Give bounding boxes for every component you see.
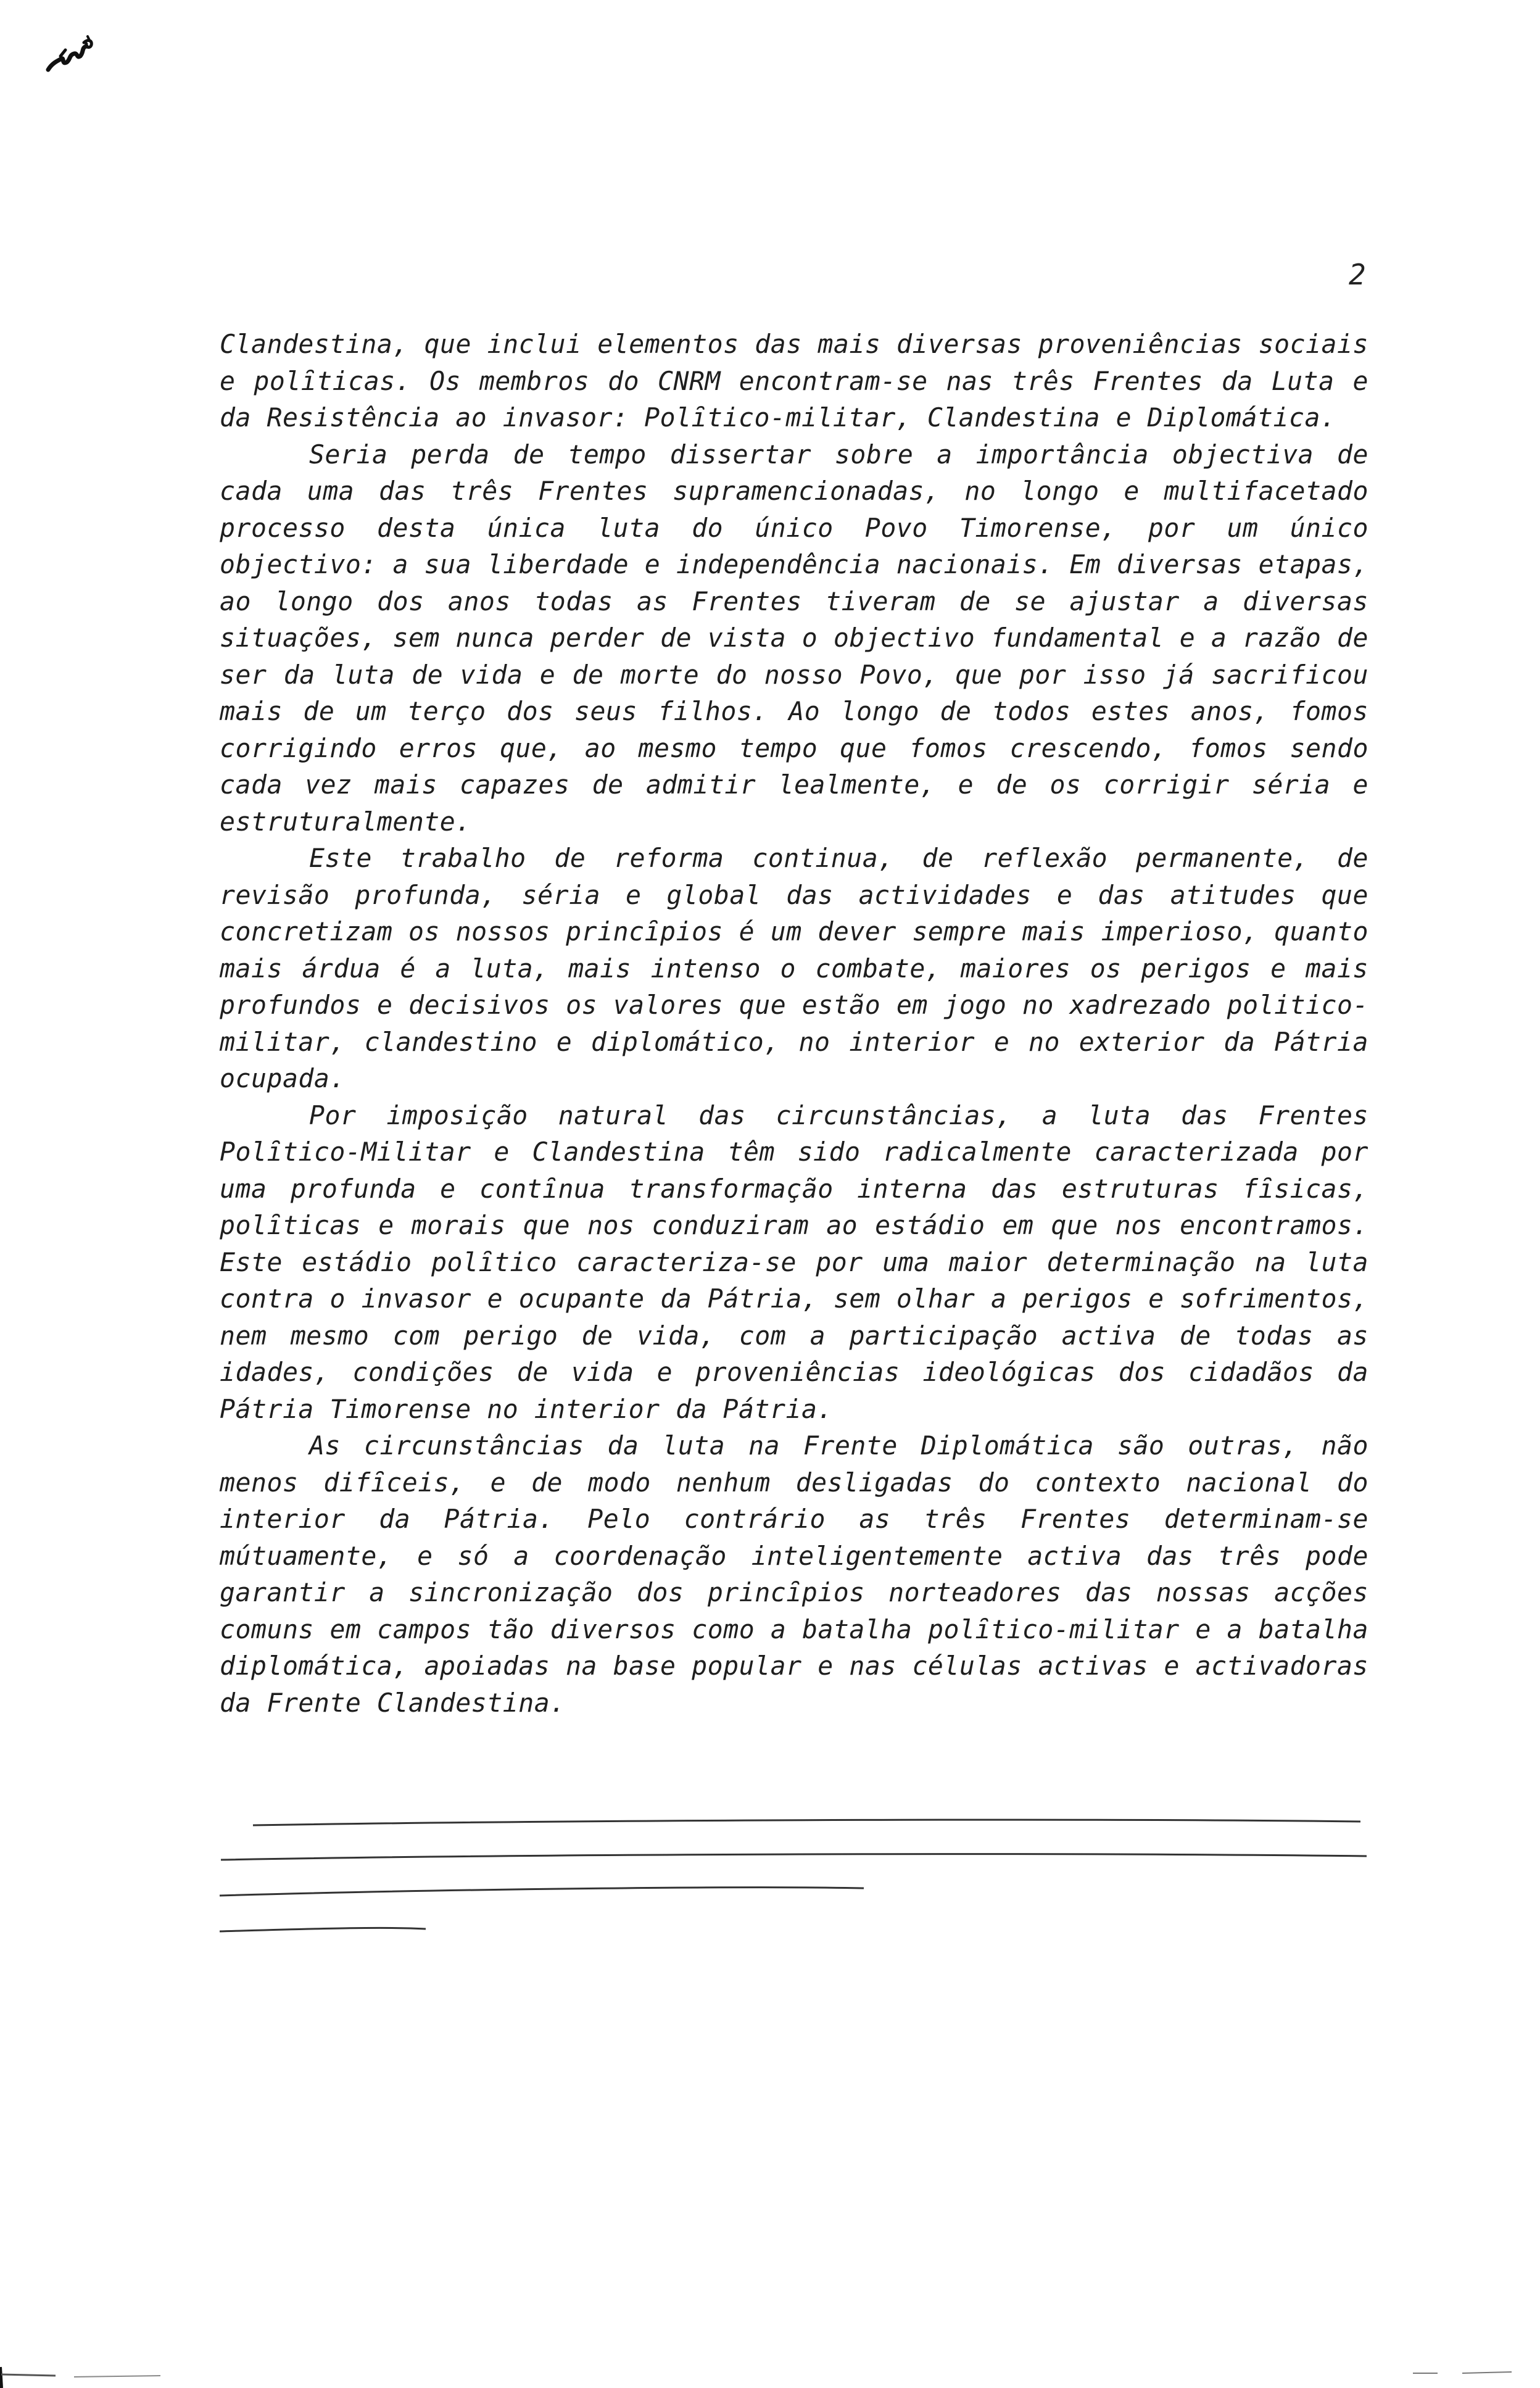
paragraph: Este trabalho de reforma continua, de reflexão permanente, de revisão profunda, séria e global das actividades e das atitudes que concretizam os nossos princȋpios é um dever sempre mais imperioso, quanto mais árdua é a luta, mais intenso o combate, maiores os perigos e mais profundos e decisivos os valores que estão em jogo no xadrezado politico-militar, clandestino e diplomático, no interior e no exterior da Pátria ocupada. bbox=[220, 843, 1368, 1093]
document-body bbox=[220, 326, 1368, 1721]
paragraph: Por imposição natural das circunstâncias, a luta das Frentes Polȋtico-Militar e Clandestina têm sido radicalmente caracterizada por uma profunda e contȋnua transformação interna das estruturas fȋsicas, polȋticas e morais que nos conduziram ao estádio em que nos encontramos. Este estádio polȋtico caracteriza-se por uma maior determinação na luta contra o invasor e ocupante da Pátria, sem olhar a perigos e sofrimentos, nem mesmo com perigo de vida, com a participação activa de todas as idades, condições de vida e proveniências ideológicas dos cidadãos da Pátria Timorense no interior da Pátria. bbox=[220, 1100, 1368, 1424]
paragraph: Seria perda de tempo dissertar sobre a importância objectiva de cada uma das três Frentes supramencionadas, no longo e multifacetado processo desta única luta do único Povo Timorense, por um único objectivo: a sua liberdade e independência nacionais. Em diversas etapas, ao longo dos anos todas as Frentes tiveram de se ajustar a diversas situações, sem nunca perder de vista o objectivo fundamental e a razão de ser da luta de vida e de morte do nosso Povo, que por isso já sacrificou mais de um terço dos seus filhos. Ao longo de todos estes anos, fomos corrigindo erros que, ao mesmo tempo que fomos crescendo, fomos sendo cada vez mais capazes de admitir lealmente, e de os corrigir séria e estruturalmente. bbox=[220, 439, 1368, 837]
handwritten-mark bbox=[43, 34, 99, 77]
paragraph: As circunstâncias da luta na Frente Diplomática são outras, não menos difȋceis, e de modo nenhum desligadas do contexto nacional do interior da Pátria. Pelo contrário as três Frentes determinam-se mútuamente, e só a coordenação inteligentemente activa das três pode garantir a sincronização dos princȋpios norteadores das nossas acções comuns em campos tão diversos como a batalha polȋtico-militar e a batalha diplomática, apoiadas na base popular e nas células activas e activadoras da Frente Clandestina. bbox=[220, 1430, 1368, 1718]
page-number: 2 bbox=[1349, 258, 1366, 291]
paragraph: Clandestina, que inclui elementos das mais diversas proveniências sociais e polȋticas. Os membros do CNRM encontram-se nas três Frentes da Luta e da Resistência ao invasor: Polȋtico-militar, Clandestina e Diplomática. bbox=[220, 329, 1368, 433]
